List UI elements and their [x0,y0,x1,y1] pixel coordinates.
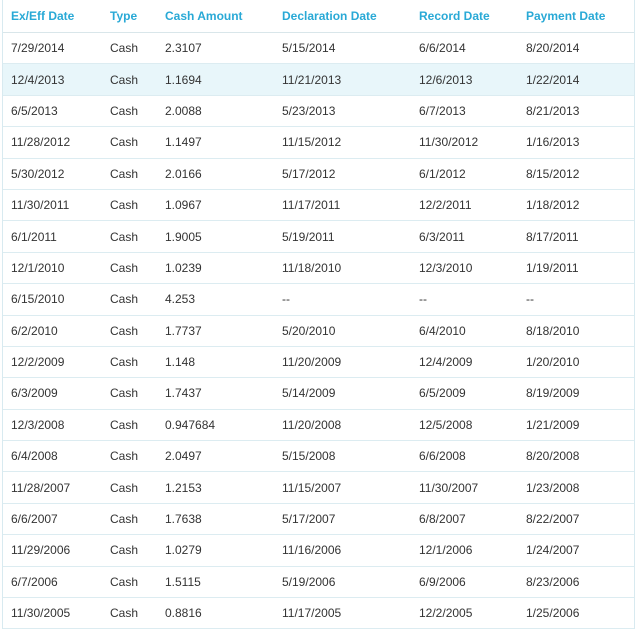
table-row [3,284,634,315]
column-header-declaration-date[interactable]: Declaration Date [282,9,377,23]
declaration-date-cell: 11/20/2008 [282,417,342,432]
column-header-type[interactable]: Type [110,9,138,23]
ex-eff-date-cell: 6/4/2008 [11,449,58,464]
record-date-cell: 6/5/2009 [419,386,466,401]
payment-date-cell: 1/23/2008 [526,480,580,495]
table-row [3,316,634,347]
ex-eff-date-cell: 6/1/2011 [11,229,57,244]
table-row [3,347,634,378]
column-header-cash-amount[interactable]: Cash Amount [165,9,243,23]
payment-date-cell: 8/17/2011 [526,229,579,244]
payment-date-cell: 1/22/2014 [526,72,580,87]
table-row [3,598,634,629]
column-header-record-date[interactable]: Record Date [419,9,490,23]
table-row [3,96,634,127]
table-row [3,441,634,472]
cash-amount-cell: 1.0279 [165,543,202,558]
ex-eff-date-cell: 6/5/2013 [11,103,58,118]
declaration-date-cell: 5/15/2014 [282,41,336,56]
payment-date-cell: 8/20/2014 [526,41,580,56]
type-cell: Cash [110,198,139,213]
type-cell: Cash [110,292,139,307]
type-cell: Cash [110,103,139,118]
payment-date-cell: 8/22/2007 [526,512,580,527]
type-cell: Cash [110,135,139,150]
ex-eff-date-cell: 11/30/2011 [11,198,70,213]
cash-amount-cell: 2.3107 [165,41,202,56]
declaration-date-cell: 11/15/2007 [282,480,342,495]
table-row [3,33,634,64]
declaration-date-cell: 5/14/2009 [282,386,336,401]
payment-date-cell: 8/20/2008 [526,449,580,464]
table-row [3,504,634,535]
declaration-date-cell: 5/17/2007 [282,512,336,527]
cash-amount-cell: 2.0088 [165,103,202,118]
payment-date-cell: 8/23/2006 [526,574,580,589]
declaration-date-cell: 11/20/2009 [282,355,342,370]
cash-amount-cell: 1.7737 [165,323,202,338]
record-date-cell: 6/9/2006 [419,574,466,589]
table-header-row [3,0,634,33]
ex-eff-date-cell: 12/3/2008 [11,417,65,432]
payment-date-cell: 1/21/2009 [526,417,580,432]
payment-date-cell: 8/15/2012 [526,166,580,181]
declaration-date-cell: 11/17/2011 [282,198,341,213]
cash-amount-cell: 2.0497 [165,449,202,464]
record-date-cell: 12/1/2006 [419,543,473,558]
declaration-date-cell: 5/15/2008 [282,449,336,464]
payment-date-cell: 1/25/2006 [526,606,580,621]
ex-eff-date-cell: 11/28/2007 [11,480,71,495]
cash-amount-cell: 0.947684 [165,417,216,432]
table-row [3,378,634,409]
ex-eff-date-cell: 11/28/2012 [11,135,71,150]
column-header-payment-date[interactable]: Payment Date [526,9,606,23]
record-date-cell: 12/3/2010 [419,260,473,275]
ex-eff-date-cell: 12/1/2010 [11,260,65,275]
record-date-cell: 12/6/2013 [419,72,473,87]
table-row [3,127,634,158]
payment-date-cell: 8/21/2013 [526,103,580,118]
cash-amount-cell: 1.9005 [165,229,202,244]
ex-eff-date-cell: 6/6/2007 [11,512,58,527]
payment-date-cell: 1/16/2013 [526,135,580,150]
record-date-cell: 6/7/2013 [419,103,466,118]
record-date-cell: 6/3/2011 [419,229,465,244]
record-date-cell: 12/4/2009 [419,355,473,370]
cash-amount-cell: 1.1694 [165,72,202,87]
declaration-date-cell: 5/19/2011 [282,229,335,244]
ex-eff-date-cell: 12/2/2009 [11,355,65,370]
type-cell: Cash [110,72,139,87]
declaration-date-cell: 5/20/2010 [282,323,336,338]
cash-amount-cell: 1.148 [165,355,196,370]
declaration-date-cell: 11/18/2010 [282,260,342,275]
cash-amount-cell: 2.0166 [165,166,202,181]
record-date-cell: 12/5/2008 [419,417,473,432]
declaration-date-cell: 5/17/2012 [282,166,336,181]
payment-date-cell: -- [526,292,534,307]
dividend-history-table [2,0,635,629]
table-row [3,472,634,503]
payment-date-cell: 8/18/2010 [526,323,580,338]
type-cell: Cash [110,512,139,527]
type-cell: Cash [110,606,139,621]
type-cell: Cash [110,229,139,244]
payment-date-cell: 1/19/2011 [526,260,579,275]
declaration-date-cell: 5/19/2006 [282,574,336,589]
ex-eff-date-cell: 5/30/2012 [11,166,65,181]
cash-amount-cell: 1.7638 [165,512,202,527]
ex-eff-date-cell: 7/29/2014 [11,41,65,56]
payment-date-cell: 1/24/2007 [526,543,580,558]
record-date-cell: 6/6/2014 [419,41,466,56]
cash-amount-cell: 0.8816 [165,606,202,621]
payment-date-cell: 1/20/2010 [526,355,580,370]
type-cell: Cash [110,543,139,558]
table-row [3,159,634,190]
declaration-date-cell: 11/16/2006 [282,543,342,558]
cash-amount-cell: 1.7437 [165,386,202,401]
cash-amount-cell: 4.253 [165,292,196,307]
table-row [3,221,634,252]
record-date-cell: 6/6/2008 [419,449,466,464]
table-row [3,253,634,284]
cash-amount-cell: 1.0239 [165,260,202,275]
payment-date-cell: 8/19/2009 [526,386,580,401]
ex-eff-date-cell: 12/4/2013 [11,72,65,87]
column-header-ex-eff-date[interactable]: Ex/Eff Date [11,9,75,23]
declaration-date-cell: 11/17/2005 [282,606,342,621]
ex-eff-date-cell: 6/15/2010 [11,292,65,307]
declaration-date-cell: 11/21/2013 [282,72,342,87]
payment-date-cell: 1/18/2012 [526,198,580,213]
declaration-date-cell: 11/15/2012 [282,135,342,150]
record-date-cell: 11/30/2012 [419,135,479,150]
type-cell: Cash [110,166,139,181]
ex-eff-date-cell: 6/3/2009 [11,386,58,401]
type-cell: Cash [110,260,139,275]
table-row [3,567,634,598]
ex-eff-date-cell: 11/30/2005 [11,606,71,621]
type-cell: Cash [110,574,139,589]
record-date-cell: 12/2/2005 [419,606,473,621]
table-row [3,64,634,95]
record-date-cell: 12/2/2011 [419,198,472,213]
ex-eff-date-cell: 6/2/2010 [11,323,58,338]
type-cell: Cash [110,417,139,432]
record-date-cell: 6/1/2012 [419,166,466,181]
table-row [3,535,634,566]
type-cell: Cash [110,323,139,338]
record-date-cell: -- [419,292,427,307]
table-row [3,410,634,441]
record-date-cell: 6/8/2007 [419,512,466,527]
type-cell: Cash [110,480,139,495]
declaration-date-cell: 5/23/2013 [282,103,336,118]
cash-amount-cell: 1.5115 [165,574,201,589]
cash-amount-cell: 1.2153 [165,480,202,495]
table-body [3,33,634,629]
type-cell: Cash [110,449,139,464]
type-cell: Cash [110,355,139,370]
type-cell: Cash [110,386,139,401]
record-date-cell: 6/4/2010 [419,323,466,338]
ex-eff-date-cell: 6/7/2006 [11,574,58,589]
declaration-date-cell: -- [282,292,290,307]
cash-amount-cell: 1.1497 [165,135,202,150]
record-date-cell: 11/30/2007 [419,480,479,495]
table-row [3,190,634,221]
cash-amount-cell: 1.0967 [165,198,202,213]
ex-eff-date-cell: 11/29/2006 [11,543,71,558]
type-cell: Cash [110,41,139,56]
